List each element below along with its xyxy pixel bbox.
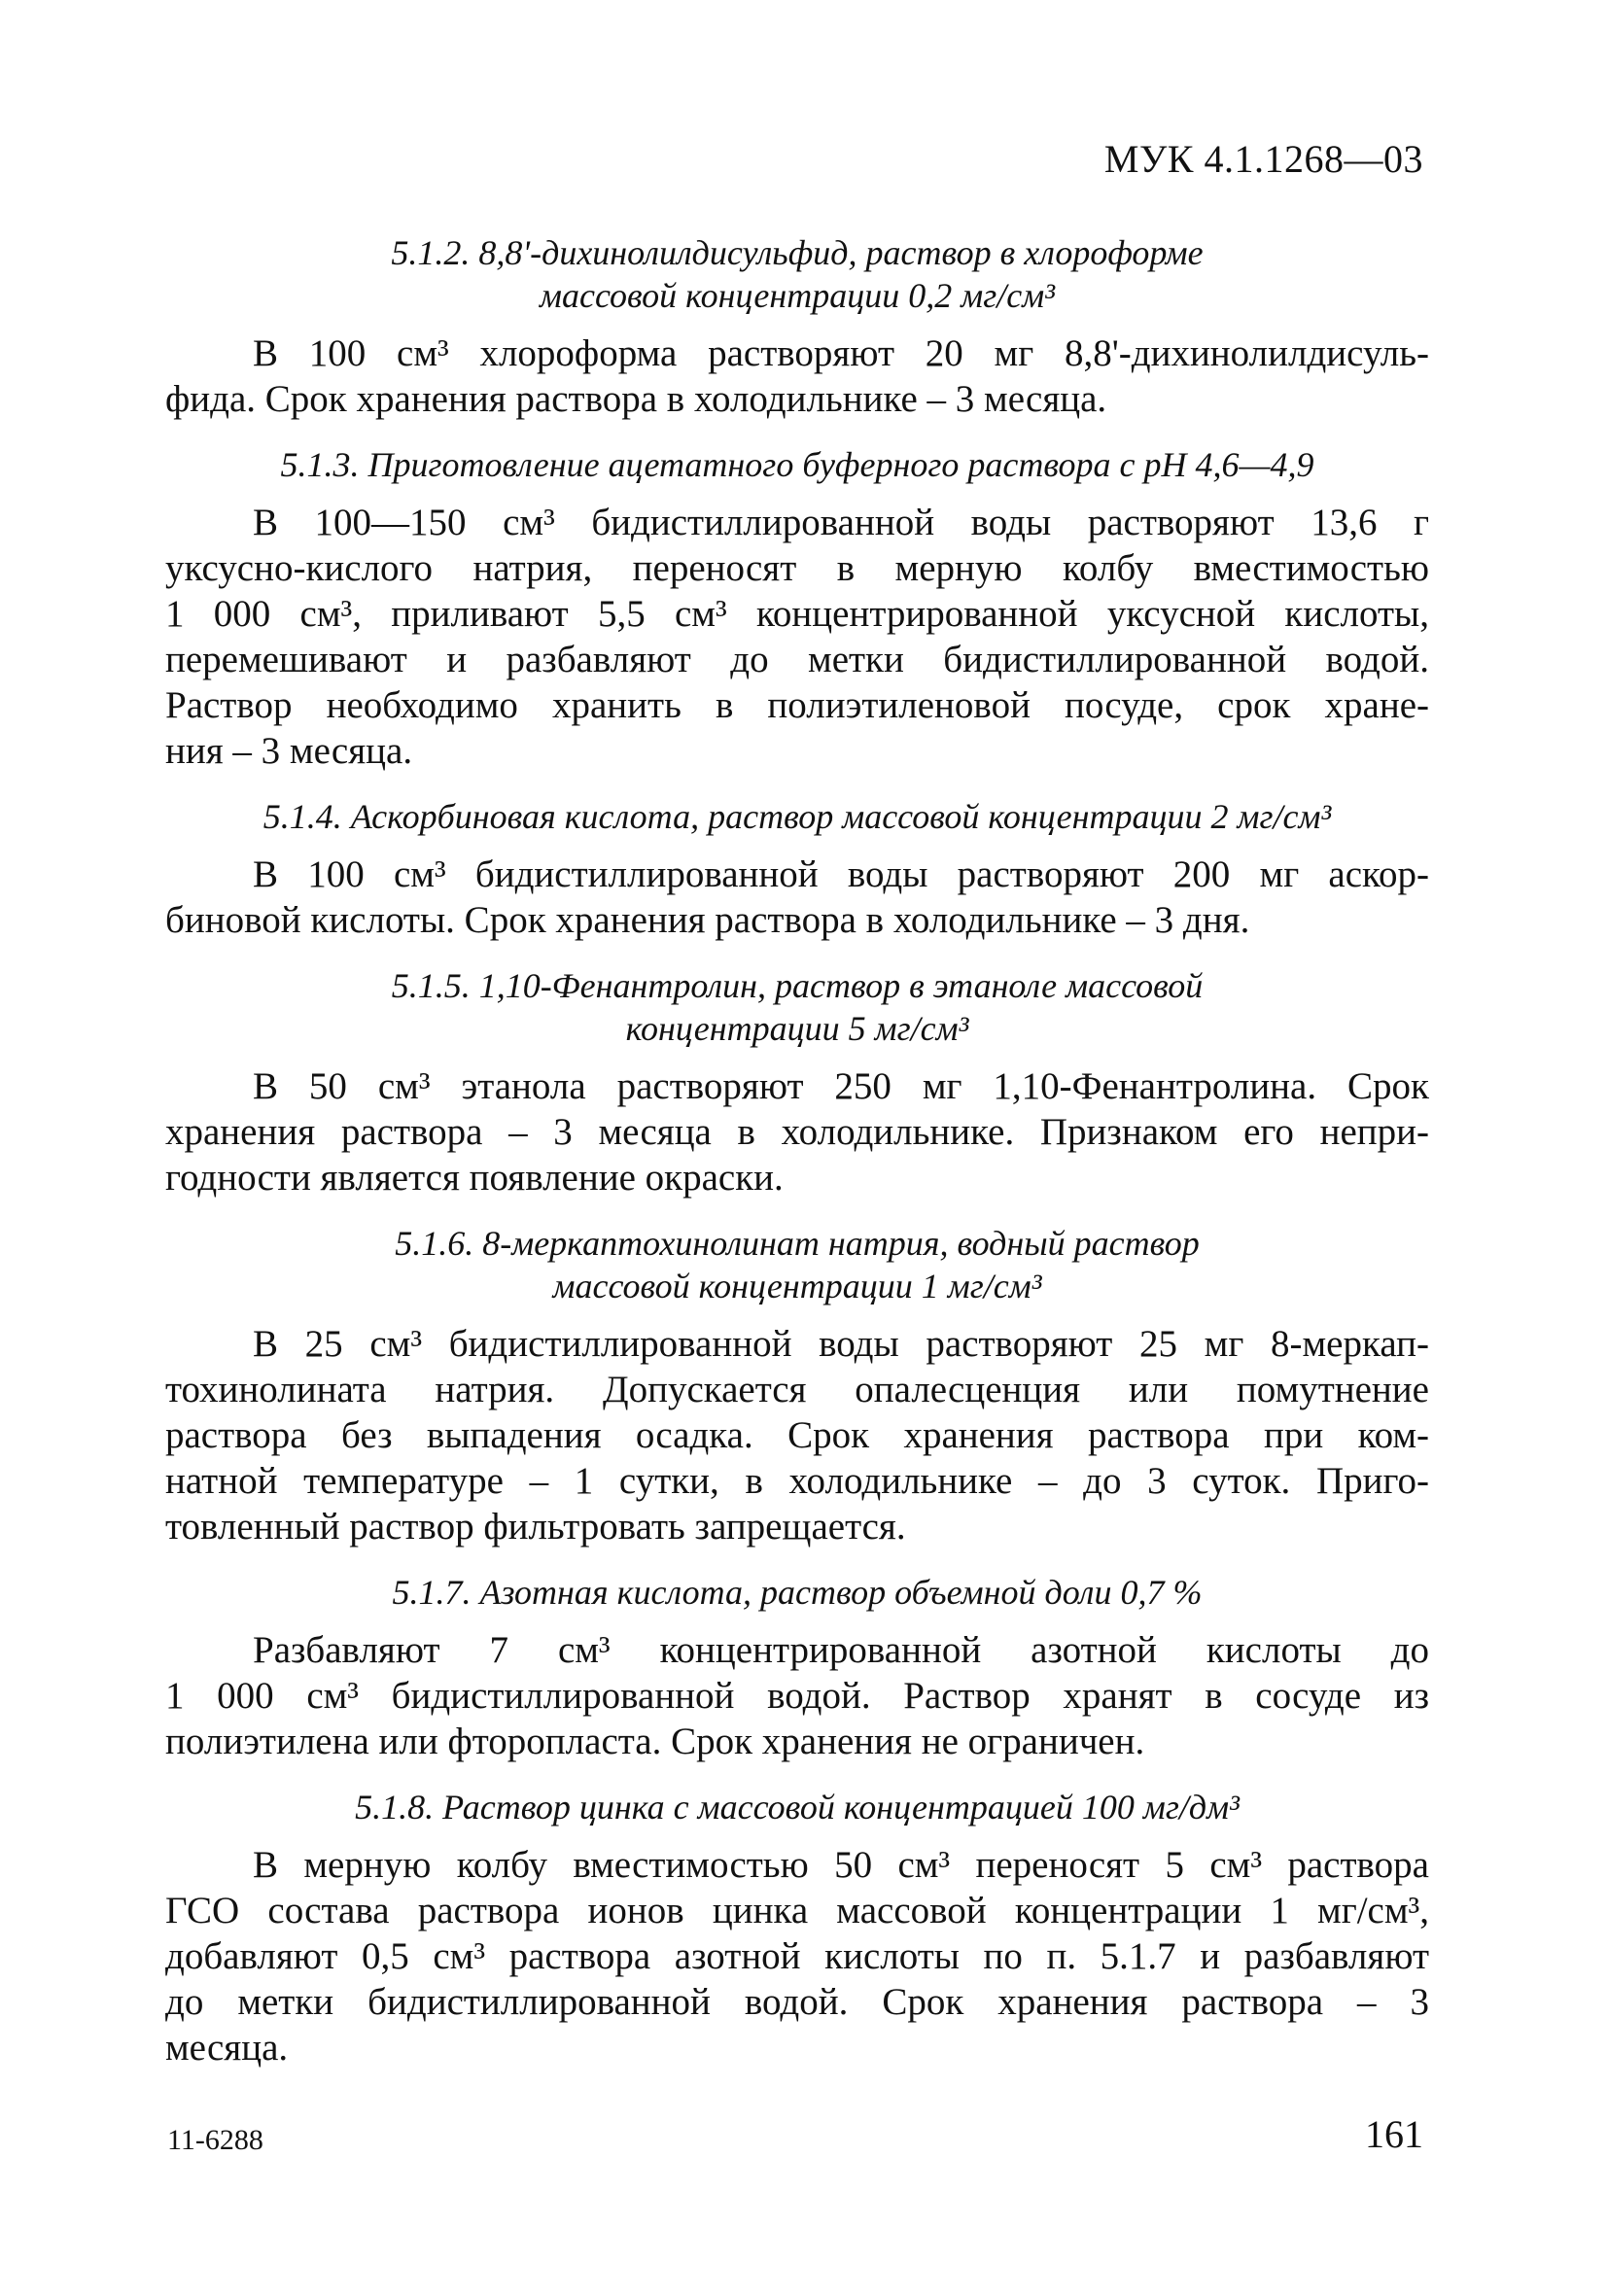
heading-line: массовой концентрации 1 мг/см³ xyxy=(552,1267,1042,1305)
section-heading xyxy=(165,231,1429,317)
paragraph-line: В 100 см³ хлороформа растворяют 20 мг 8,8'-дихинолилдисуль- xyxy=(253,332,1429,374)
paragraph-line: ния – 3 месяца. xyxy=(165,730,413,772)
heading-line: массовой концентрации 0,2 мг/см³ xyxy=(539,276,1055,315)
paragraph-line: тохинолината натрия. Допускается опалесценция или помутнение xyxy=(165,1369,1429,1410)
paragraph-line: уксусно-кислого натрия, переносят в мерную колбу вместимостью xyxy=(165,547,1429,589)
paragraph-line: добавляют 0,5 см³ раствора азотной кислоты по п. 5.1.7 и разбавляют xyxy=(165,1935,1429,1977)
paragraph-line: до метки бидистиллированной водой. Срок хранения раствора – 3 xyxy=(165,1981,1429,2023)
section-heading xyxy=(165,1222,1429,1307)
document-code: МУК 4.1.1268—03 xyxy=(1103,137,1423,181)
paragraph-line: В мерную колбу вместимостью 50 см³ переносят 5 см³ раствора xyxy=(253,1844,1429,1886)
section-paragraph xyxy=(165,1063,1429,1200)
section-heading xyxy=(165,964,1429,1050)
paragraph-line: В 100 см³ бидистиллированной воды растворяют 200 мг аскор- xyxy=(253,853,1429,895)
section-heading xyxy=(165,443,1429,486)
paragraph-line: В 100—150 см³ бидистиллированной воды растворяют 13,6 г xyxy=(253,502,1429,543)
heading-line: 5.1.3. Приготовление ацетатного буферного раствора с pH 4,6—4,9 xyxy=(280,445,1314,484)
heading-line: 5.1.7. Азотная кислота, раствор объемной доли 0,7 % xyxy=(392,1573,1203,1612)
paragraph-line: 1 000 см³ бидистиллированной водой. Раствор хранят в сосуде из xyxy=(165,1675,1429,1717)
section-paragraph xyxy=(165,1627,1429,1764)
heading-line: 5.1.2. 8,8'-дихинолилдисульфид, раствор в хлороформе xyxy=(391,233,1204,272)
section-paragraph xyxy=(165,852,1429,943)
paragraph-line: полиэтилена или фторопласта. Срок хранения не ограничен. xyxy=(165,1721,1145,1762)
heading-line: 5.1.8. Раствор цинка с массовой концентрацией 100 мг/дм³ xyxy=(355,1788,1240,1826)
paragraph-line: натной температуре – 1 сутки, в холодильнике – до 3 суток. Приго- xyxy=(165,1460,1429,1502)
heading-line: 5.1.5. 1,10-Фенантролин, раствор в этаноле массовой xyxy=(391,966,1204,1005)
paragraph-line: годности является появление окраски. xyxy=(165,1157,784,1199)
paragraph-line: биновой кислоты. Срок хранения раствора в холодильнике – 3 дня. xyxy=(165,899,1250,941)
paragraph-line: фида. Срок хранения раствора в холодильнике – 3 месяца. xyxy=(165,378,1107,420)
section-heading xyxy=(165,795,1429,838)
heading-line: 5.1.4. Аскорбиновая кислота, раствор массовой концентрации 2 мг/см³ xyxy=(262,797,1332,836)
page-number: 161 xyxy=(1365,2112,1423,2156)
paragraph-line: ГСО состава раствора ионов цинка массовой концентрации 1 мг/см³, xyxy=(165,1890,1429,1931)
section-heading xyxy=(165,1786,1429,1828)
heading-line: концентрации 5 мг/см³ xyxy=(625,1009,969,1048)
print-order-number: 11-6288 xyxy=(167,2124,263,2156)
paragraph-line: месяца. xyxy=(165,2027,289,2069)
section-paragraph xyxy=(165,1842,1429,2070)
paragraph-line: хранения раствора – 3 месяца в холодильнике. Признаком его непри- xyxy=(165,1111,1429,1153)
paragraph-line: В 50 см³ этанола растворяют 250 мг 1,10-Фенантролина. Срок xyxy=(253,1065,1429,1107)
section-paragraph xyxy=(165,1321,1429,1549)
paragraph-line: перемешивают и разбавляют до метки бидистиллированной водой. xyxy=(165,639,1429,680)
section-heading xyxy=(165,1571,1429,1614)
paragraph-line: товленный раствор фильтровать запрещается. xyxy=(165,1506,906,1548)
paragraph-line: 1 000 см³, приливают 5,5 см³ концентрированной уксусной кислоты, xyxy=(165,593,1429,635)
heading-line: 5.1.6. 8-меркаптохинолинат натрия, водный раствор xyxy=(395,1224,1200,1263)
section-paragraph xyxy=(165,500,1429,774)
paragraph-line: Раствор необходимо хранить в полиэтиленовой посуде, срок хране- xyxy=(165,684,1429,726)
section-paragraph xyxy=(165,330,1429,422)
paragraph-line: В 25 см³ бидистиллированной воды растворяют 25 мг 8-меркап- xyxy=(253,1323,1429,1365)
paragraph-line: раствора без выпадения осадка. Срок хранения раствора при ком- xyxy=(165,1414,1429,1456)
page-content xyxy=(165,231,1429,2092)
paragraph-line: Разбавляют 7 см³ концентрированной азотной кислоты до xyxy=(253,1629,1429,1671)
